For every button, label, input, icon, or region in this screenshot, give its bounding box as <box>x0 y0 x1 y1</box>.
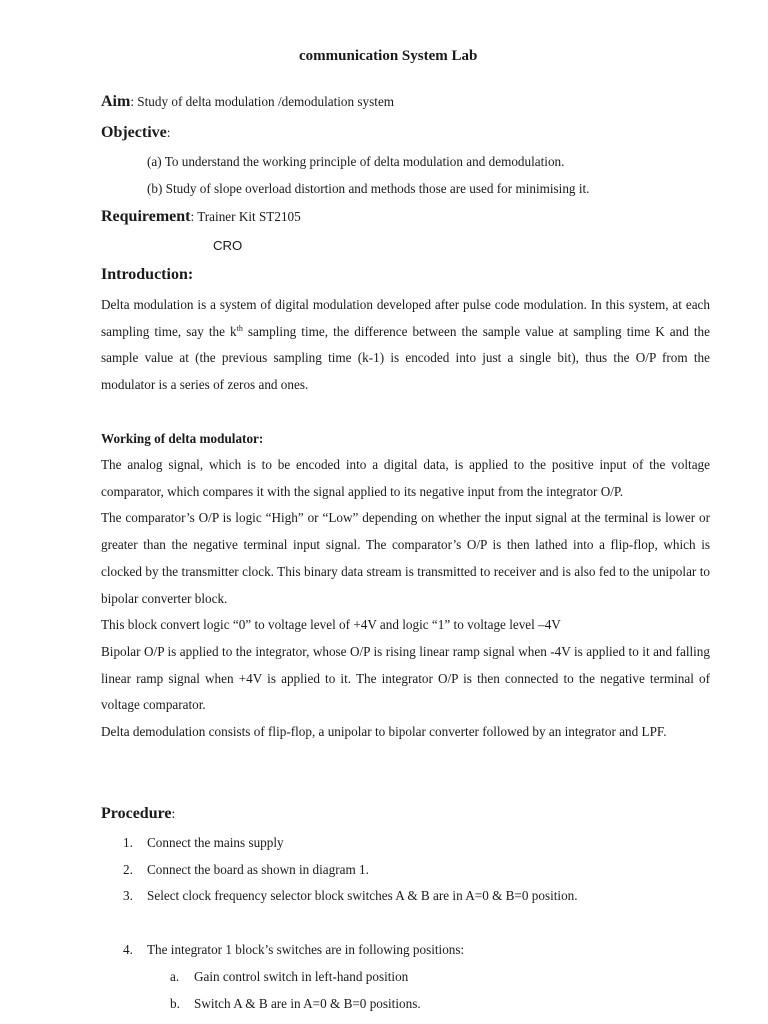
working-heading: Working of delta modulator: <box>101 431 264 446</box>
procedure-substep-a <box>170 969 408 985</box>
step-text: Select clock frequency selector block switches A & B are in A=0 & B=0 position. <box>147 888 578 903</box>
requirement-line <box>101 208 301 226</box>
working-paragraph-1: The analog signal, which is to be encoded into a digital data, is applied to the positive input of the voltage comparator, which compares it with the signal applied to its negative input from the integrator O/P. <box>101 457 710 499</box>
step-text: Connect the board as shown in diagram 1. <box>147 862 369 877</box>
working-paragraph-2: The comparator’s O/P is logic “High” or “Low” depending on whether the input signal at the terminal is lower or greater than the negative terminal input signal. The comparator’s O/P is then lathed into a flip-flop, which is clocked by the transmitter clock. This binary data stream is transmitted to receiver and is also fed to the unipolar to bipolar converter block. <box>101 510 710 606</box>
objective-label: Objective <box>101 124 167 141</box>
substep-text: Gain control switch in left-hand position <box>194 969 409 984</box>
substep-letter: a. <box>170 969 180 984</box>
objective-item-a: (a) To understand the working principle of delta modulation and demodulation. <box>147 154 565 169</box>
requirement-text: : Trainer Kit ST2105 <box>190 209 301 224</box>
objective-colon: : <box>166 125 171 140</box>
aim-label: Aim <box>101 93 131 110</box>
step-text: The integrator 1 block’s switches are in following positions: <box>147 942 465 957</box>
step-text: Connect the mains supply <box>147 835 284 850</box>
step-number: 3. <box>123 888 133 903</box>
substep-text: Switch A & B are in A=0 & B=0 positions. <box>194 996 421 1011</box>
intro-text-2: sampling time, the difference between the sample value at sampling time K and the sample value at (the previous sampling time (k-1) is encoded into just a single bit), thus the O/P from the modulator is a series of zeros and ones. <box>101 323 710 393</box>
requirement-item-cro: CRO <box>213 238 243 253</box>
procedure-step-3 <box>123 888 578 904</box>
page-title: communication System Lab <box>299 48 478 64</box>
objective-line <box>101 124 170 142</box>
working-paragraph-3: This block convert logic “0” to voltage level of +4V and logic “1” to voltage level –4V <box>101 617 561 633</box>
aim-line <box>101 93 394 111</box>
working-paragraph-5: Delta demodulation consists of flip-flop, a unipolar to bipolar converter followed by an integrator and LPF. <box>101 724 667 740</box>
working-body <box>101 452 710 746</box>
step-number: 4. <box>123 942 133 957</box>
step-number: 2. <box>123 862 133 877</box>
requirement-label: Requirement <box>101 208 191 225</box>
procedure-step-4 <box>123 942 464 958</box>
procedure-step-2 <box>123 862 369 878</box>
aim-text: : Study of delta modulation /demodulation system <box>130 94 395 109</box>
procedure-colon: : <box>171 806 176 821</box>
working-paragraph-4: Bipolar O/P is applied to the integrator, whose O/P is rising linear ramp signal when -4V is applied to it and falling linear ramp signal when +4V is applied to it. The integrator O/P is then connected to the negative terminal of voltage comparator. <box>101 643 710 713</box>
introduction-paragraph <box>101 292 710 399</box>
intro-text-1: Delta modulation is a system of digital modulation developed after pulse code modulation. In this system, at each sampling time, say the k <box>101 297 710 339</box>
objective-item-b: (b) Study of slope overload distortion and methods those are used for minimising it. <box>147 181 590 196</box>
intro-superscript: th <box>236 323 243 333</box>
procedure-line <box>101 805 175 823</box>
substep-letter: b. <box>170 996 180 1011</box>
introduction-heading: Introduction: <box>101 266 194 283</box>
step-number: 1. <box>123 835 133 850</box>
procedure-step-1 <box>123 835 284 851</box>
procedure-substep-b <box>170 996 421 1012</box>
procedure-label: Procedure <box>101 805 172 822</box>
